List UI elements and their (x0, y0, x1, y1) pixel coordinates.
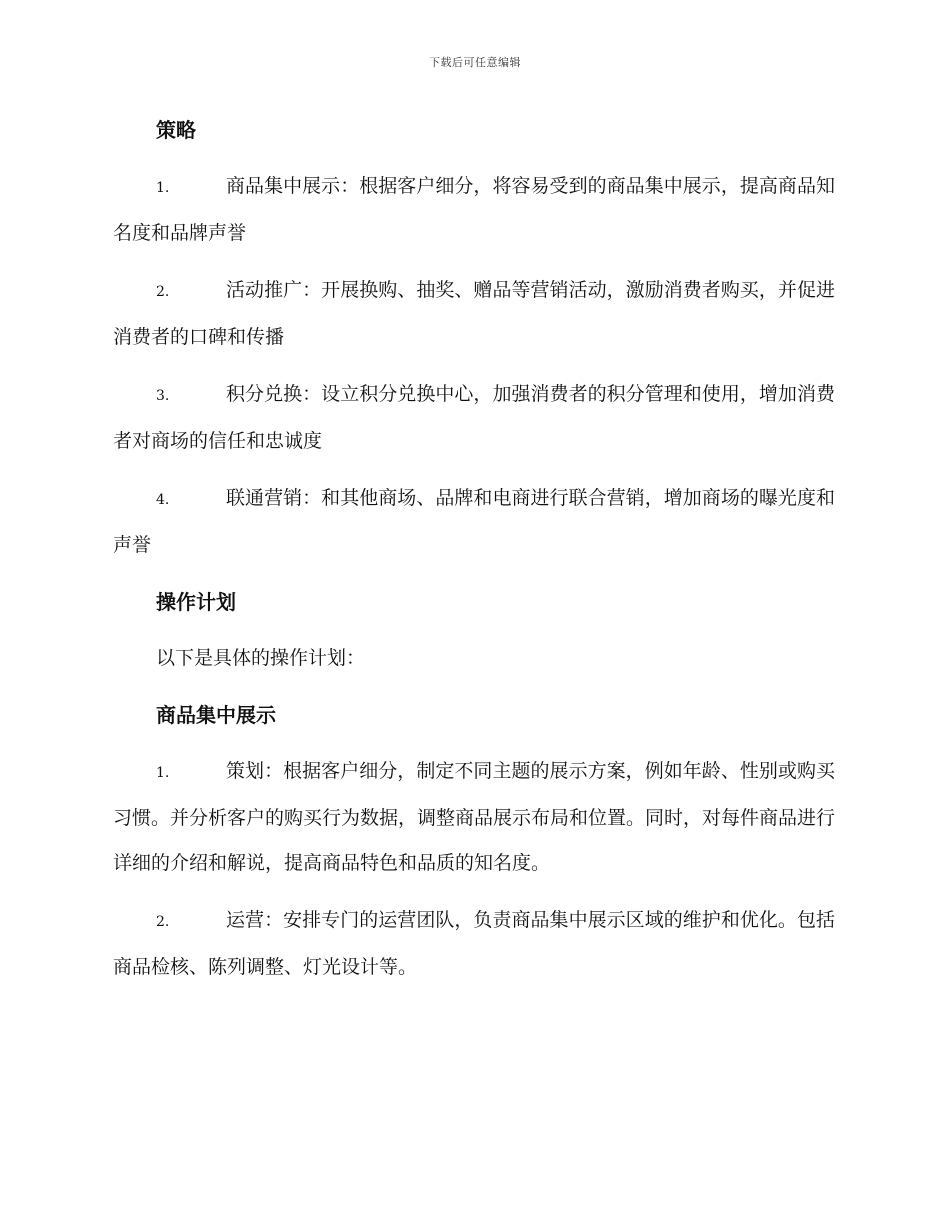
list-number: 3. (156, 388, 170, 404)
strategy-item-1 (113, 164, 835, 256)
list-number: 2. (156, 284, 170, 300)
list-number: 4. (156, 492, 170, 508)
list-item-text: 联通营销：和其他商场、品牌和电商进行联合营销，增加商场的曝光度和声誉 (113, 487, 835, 556)
plan-intro: 以下是具体的操作计划： (156, 647, 366, 669)
header-note: 下载后可任意编辑 (429, 56, 521, 69)
display-item-1 (113, 749, 835, 886)
list-number: 1. (156, 765, 170, 781)
strategy-item-3 (113, 372, 835, 464)
list-item-text: 活动推广：开展换购、抽奖、赠品等营销活动，激励消费者购买，并促进消费者的口碑和传播 (113, 279, 835, 348)
strategy-item-4 (113, 476, 835, 568)
document-body (113, 108, 835, 1002)
section-heading-display: 商品集中展示 (156, 703, 276, 727)
list-number: 2. (156, 914, 170, 930)
list-number: 1. (156, 180, 170, 196)
list-item-text: 商品集中展示：根据客户细分，将容易受到的商品集中展示，提高商品知名度和品牌声誉 (113, 175, 835, 244)
section-heading-plan: 操作计划 (156, 590, 236, 614)
list-item-text: 运营：安排专门的运营团队，负责商品集中展示区域的维护和优化。包括商品检核、陈列调整、灯光设计等。 (113, 909, 835, 978)
display-item-2 (113, 898, 835, 990)
strategy-item-2 (113, 268, 835, 360)
section-heading-strategy: 策略 (156, 118, 196, 142)
list-item-text: 积分兑换：设立积分兑换中心，加强消费者的积分管理和使用，增加消费者对商场的信任和忠诚度 (113, 383, 835, 452)
list-item-text: 策划：根据客户细分，制定不同主题的展示方案，例如年龄、性别或购买习惯。并分析客户的购买行为数据，调整商品展示布局和位置。同时，对每件商品进行详细的介绍和解说，提高商品特色和品质的知名度。 (113, 760, 836, 874)
